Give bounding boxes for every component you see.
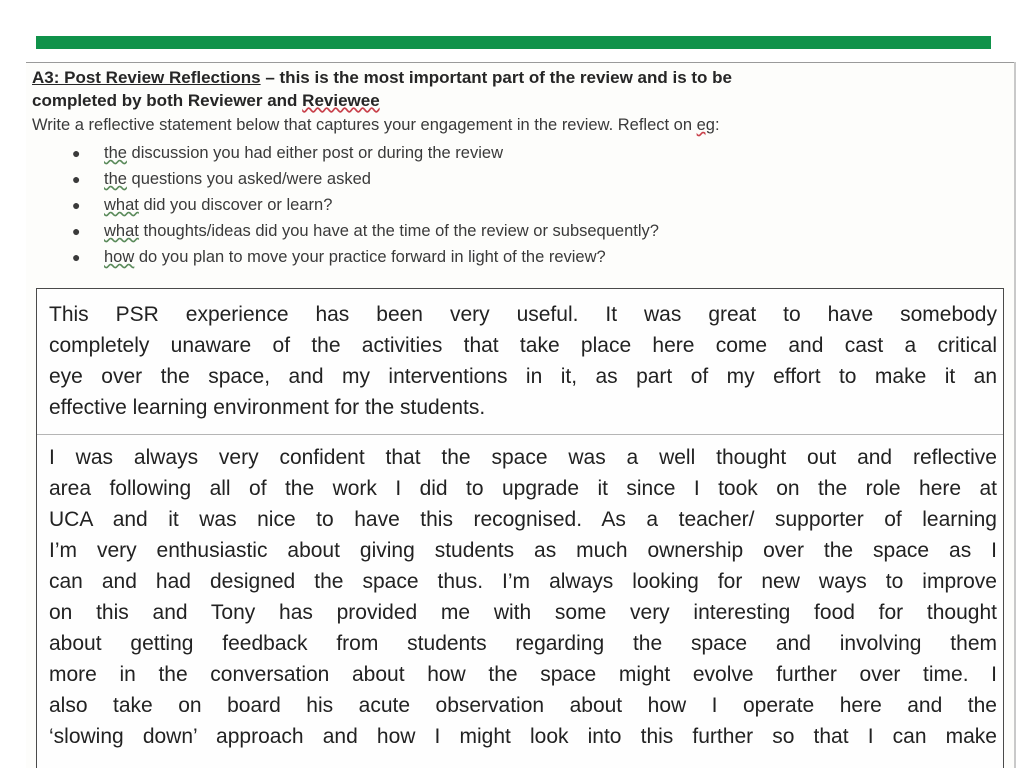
prompt-item — [62, 218, 659, 244]
prompt-text: did you discover or learn? — [138, 196, 333, 214]
prompt-lead: what — [104, 222, 139, 240]
paragraph-line: This PSR experience has been very useful. It was great to have somebody — [49, 303, 997, 326]
bullet-icon: ● — [72, 145, 81, 161]
reflection-paragraph-2 — [49, 442, 997, 752]
instruction-text — [32, 114, 720, 136]
section-heading — [32, 66, 1012, 89]
paragraph-line: about getting feedback from students regarding the space and involving them — [49, 632, 997, 655]
scanned-form — [26, 62, 1016, 768]
prompt-item — [62, 140, 659, 166]
reflection-answer-box — [36, 288, 1004, 768]
prompt-item — [62, 244, 659, 270]
bullet-icon: ● — [72, 223, 81, 239]
section-title: A3: Post Review Reflections — [32, 68, 261, 87]
prompt-item — [62, 166, 659, 192]
section-note: – this is the most important part of the review and is to be — [260, 68, 732, 87]
paragraph-line: can and had designed the space thus. I’m always looking for new ways to improve — [49, 570, 997, 593]
section-note-continued: completed by both Reviewer and — [32, 91, 303, 110]
paragraph-line: on this and Tony has provided me with some very interesting food for thought — [49, 601, 997, 624]
prompt-text: thoughts/ideas did you have at the time of the review or subsequently? — [138, 222, 659, 240]
prompt-text: discussion you had either post or during the review — [126, 144, 503, 162]
instruction-main: Write a reflective statement below that captures your engagement in the review. Reflect on — [32, 116, 697, 134]
paragraph-line: more in the conversation about how the space might evolve further over time. I — [49, 663, 997, 686]
bullet-icon: ● — [72, 197, 81, 213]
paragraph-line: eye over the space, and my interventions in it, as part of my effort to make it an — [49, 365, 997, 388]
prompt-lead: how — [104, 248, 135, 266]
prompt-item — [62, 192, 659, 218]
paragraph-line: I’m very enthusiastic about giving students as much ownership over the space as I — [49, 539, 997, 562]
section-heading-continued — [32, 89, 380, 112]
instruction-colon: : — [714, 116, 720, 134]
paragraph-line: effective learning environment for the students. — [49, 396, 486, 419]
paragraph-line: completely unaware of the activities that take place here come and cast a critical — [49, 334, 997, 357]
bullet-icon: ● — [72, 249, 81, 265]
reviewee-word: Reviewee — [302, 91, 380, 110]
paragraph-line: ‘slowing down’ approach and how I might look into this further so that I can make — [49, 725, 997, 748]
paragraph-line: also take on board his acute observation about how I operate here and the — [49, 694, 997, 717]
paragraph-divider — [37, 434, 1003, 435]
instruction-eg: eg — [696, 116, 715, 134]
scan-edge-shadow — [1014, 62, 1016, 768]
header-accent-bar — [36, 36, 991, 49]
paragraph-line: area following all of the work I did to upgrade it since I took on the role here at — [49, 477, 997, 500]
prompt-text: questions you asked/were asked — [126, 170, 371, 188]
prompt-lead: the — [104, 170, 127, 188]
paragraph-line: UCA and it was nice to have this recognised. As a teacher/ supporter of learning — [49, 508, 997, 531]
prompt-text: do you plan to move your practice forward in light of the review? — [134, 248, 606, 266]
prompt-lead: the — [104, 144, 127, 162]
reflection-paragraph-1 — [49, 299, 997, 423]
form-top-rule — [26, 62, 1016, 63]
prompt-lead: what — [104, 196, 139, 214]
paragraph-line: I was always very confident that the space was a well thought out and reflective — [49, 446, 997, 469]
bullet-icon: ● — [72, 171, 81, 187]
reflection-prompts-list — [62, 140, 659, 270]
